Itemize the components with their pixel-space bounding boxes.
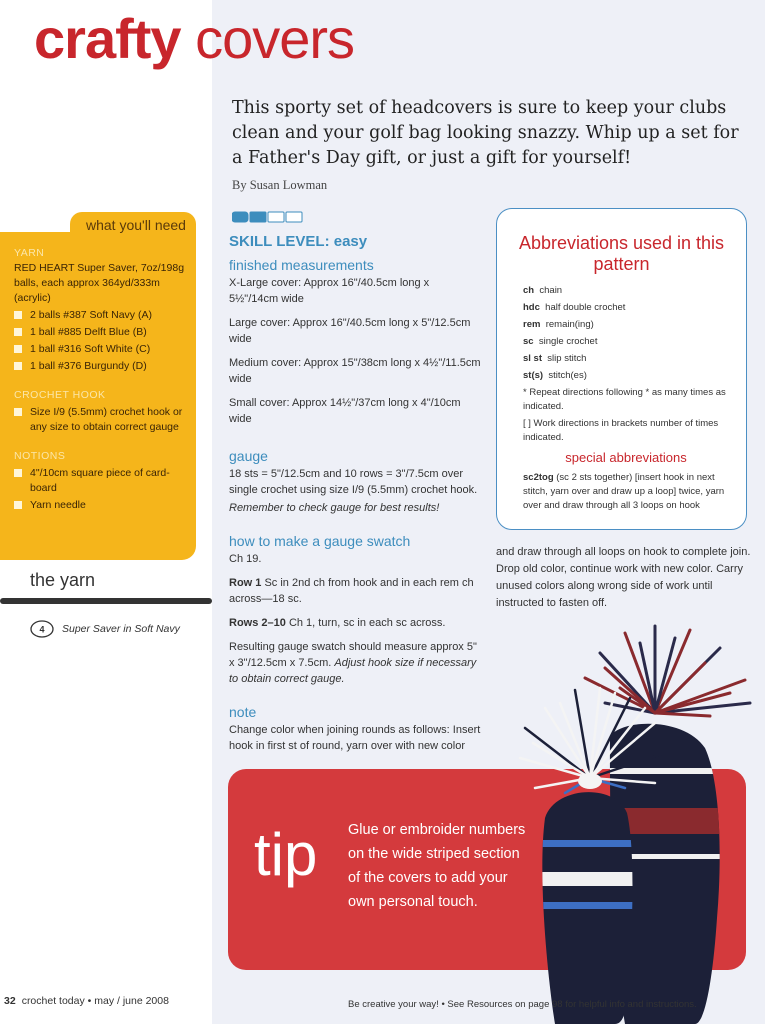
abbr-row: sc single crochet (523, 336, 598, 347)
abbreviations-box (496, 208, 747, 530)
gauge-note: Remember to check gauge for best results! (229, 502, 440, 514)
page-number: 32 (4, 995, 16, 1007)
abbr-row: st(s) stitch(es) (523, 370, 587, 381)
swatch-row1: Row 1 Sc in 2nd ch from hook and in each rem ch across—18 sc. (229, 577, 474, 605)
yarn-item: 1 ball #376 Burgundy (D) (14, 359, 190, 374)
abbr-row: rem remain(ing) (523, 319, 594, 330)
need-title: what you'll need (86, 217, 186, 233)
hook-item: Size I/9 (5.5mm) crochet hook or any size to obtain correct gauge (14, 405, 190, 435)
yarn-item: 1 ball #316 Soft White (C) (14, 342, 190, 357)
footer-left (4, 995, 169, 1007)
byline: By Susan Lowman (232, 178, 328, 192)
gauge-text: 18 sts = 5"/12.5cm and 10 rows = 3"/7.5cm over single crochet using size I/9 (5.5mm) crochet hook. (229, 468, 478, 496)
yarn-section-title: the yarn (30, 570, 96, 590)
checkbox-icon (14, 328, 22, 336)
note-text: Change color when joining rounds as follows: Insert hook in first st of round, yarn over with new color (229, 724, 481, 752)
checkbox-icon (14, 311, 22, 319)
intro-text: This sporty set of headcovers is sure to keep your clubs clean and your golf bag looking snazzy. Whip up a set for a Father's Day gift, or just a gift for yourself! (232, 98, 739, 168)
yarn-label: YARN (14, 247, 45, 259)
yarn-item: 1 ball #885 Delft Blue (B) (14, 325, 190, 340)
measurement-medium: Medium cover: Approx 15"/38cm long x 4½"/11.5cm wide (229, 357, 481, 385)
skill-level-box (250, 212, 266, 222)
abbr-row: sl st slip stitch (523, 353, 587, 364)
pattern-instructions (229, 232, 481, 762)
abbreviations-title: Abbreviations used in this pattern (518, 233, 725, 274)
note-heading: note (229, 704, 257, 720)
checkbox-icon (14, 408, 22, 416)
title-word-covers: covers (195, 7, 355, 70)
yarn-note: 4 Super Saver in Soft Navy (30, 620, 180, 638)
checkbox-icon (14, 469, 22, 477)
svg-text:4: 4 (39, 624, 45, 635)
skill-level-box (232, 212, 248, 222)
page-title (34, 4, 354, 74)
bracket-note: [ ] Work directions in brackets number of times indicated. (523, 418, 719, 443)
notions-item: 4"/10cm square piece of card-board (14, 466, 190, 496)
tip-word: tip (254, 821, 318, 888)
magazine-issue: crochet today • may / june 2008 (21, 995, 169, 1007)
checkbox-icon (14, 345, 22, 353)
notions-label: NOTIONS (14, 450, 66, 462)
measurement-large: Large cover: Approx 16"/40.5cm long x 5"/12.5cm wide (229, 317, 471, 345)
swatch-chain: Ch 19. (229, 553, 262, 565)
yarn-description: RED HEART Super Saver, 7oz/198g balls, each approx 364yd/333m (acrylic) (14, 262, 185, 304)
checkbox-icon (14, 501, 22, 509)
checkbox-icon (14, 362, 22, 370)
measurement-small: Small cover: Approx 14½"/37cm long x 4"/10cm wide (229, 397, 461, 425)
notions-item: Yarn needle (14, 498, 190, 513)
skill-level-box (286, 212, 302, 222)
title-word-crafty: crafty (34, 7, 181, 70)
special-abbreviation: sc2tog (sc 2 sts together) [insert hook in next stitch, yarn over and draw up a loop] twice, yarn over and draw through all 3 loops on hook (523, 472, 725, 511)
tip-text: Glue or embroider numbers on the wide striped section of the covers to add your own personal touch. (348, 822, 526, 910)
swatch-rows: Rows 2–10 Ch 1, turn, sc in each sc across. (229, 617, 446, 629)
headcovers-photo (505, 618, 755, 1024)
yarn-strand-divider (0, 598, 212, 604)
finished-heading: finished measurements (229, 257, 374, 273)
measurement-xlarge: X-Large cover: Approx 16"/40.5cm long x 5½"/14cm wide (229, 277, 430, 305)
yarn-item: 2 balls #387 Soft Navy (A) (14, 308, 190, 323)
hook-label: CROCHET HOOK (14, 389, 106, 401)
swatch-result: Resulting gauge swatch should measure approx 5" x 3"/12.5cm x 7.5cm. Adjust hook size if necessary to obtain correct gauge. (229, 641, 477, 685)
gauge-heading: gauge (229, 448, 268, 464)
swatch-heading: how to make a gauge swatch (229, 533, 411, 549)
abbreviations-list (523, 284, 729, 516)
repeat-note: * Repeat directions following * as many times as indicated. (523, 387, 726, 412)
abbr-row: ch chain (523, 285, 563, 296)
footer-right: Be creative your way! • See Resources on page 98 for helpful info and instructions. (348, 999, 697, 1010)
abbr-row: hdc half double crochet (523, 302, 626, 313)
skill-level-icon (232, 211, 306, 223)
continuation-text: and draw through all loops on hook to complete join. Drop old color, continue work with new color. Carry unused colors along wrong side of work until instructed to fasten off. (496, 546, 751, 609)
skill-level-box (268, 212, 284, 222)
yarn-weight-icon (30, 620, 54, 638)
skill-level: SKILL LEVEL: easy (229, 233, 368, 250)
need-list (14, 240, 190, 515)
special-abbreviations-heading: special abbreviations (565, 450, 687, 465)
